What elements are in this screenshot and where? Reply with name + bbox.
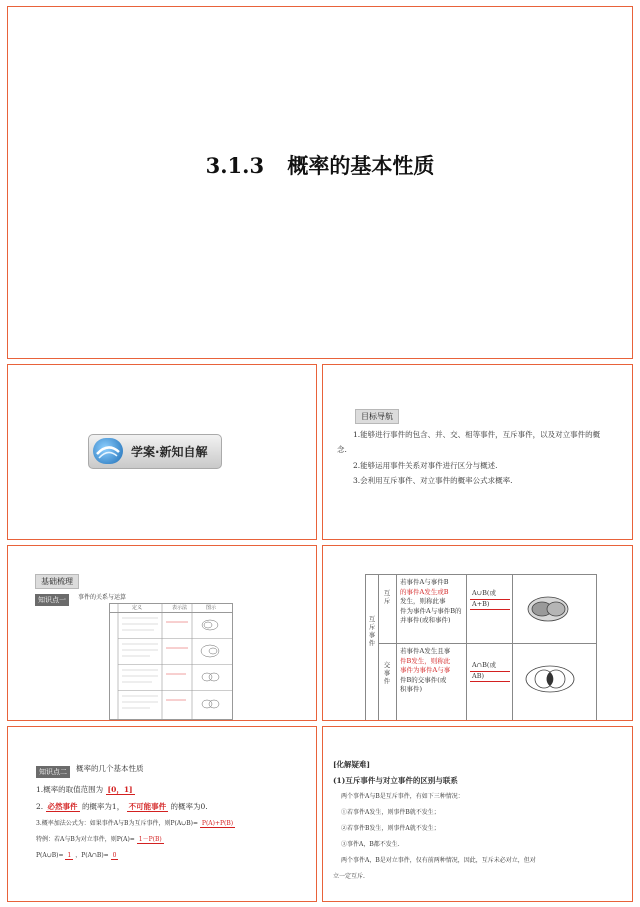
goal-line-3: 3.会利用互斥事件、对立事件的概率公式求概率. (353, 476, 513, 485)
header-definition: 定义 (132, 605, 143, 611)
table-divider (378, 575, 379, 721)
property-text: 的概率为1， (81, 802, 125, 811)
slide-title[interactable] (7, 6, 633, 359)
row-label-union: 互斥 (383, 589, 391, 605)
property-text: ，P(A∩B)= (75, 852, 109, 859)
clarification-heading: [化解疑难] (333, 760, 371, 769)
notation-line: A∪B(或 (470, 589, 510, 600)
slide-clarification[interactable] (322, 726, 633, 902)
row-label-intersection: 交事件 (383, 661, 391, 685)
answer-certain-event: 必然事件 (47, 802, 78, 811)
notation-intersection (470, 661, 510, 682)
definition-line: 件为事件A与事件B的 (400, 606, 462, 615)
answer-impossible-event: 不可能事件 (128, 802, 167, 811)
venn-union-diagram (520, 591, 580, 627)
definition-line: 积事件) (400, 685, 423, 693)
answer-intersection-probability: 0 (112, 852, 117, 859)
definition-line: 的事件A发生或B (400, 587, 449, 596)
answer-union-probability: 1 (67, 852, 72, 859)
property-text: 1.概率的取值范围为 (36, 785, 104, 794)
knowledge-title-2: 概率的几个基本性质 (76, 764, 144, 773)
venn-intersection-diagram (520, 661, 580, 697)
definition-line: 件B的交事件(或 (400, 675, 447, 684)
page-title: 概率的基本性质 (287, 153, 435, 178)
definition-line: 并事件(或和事件) (400, 616, 451, 624)
clarification-line: ②若事件B发生，则事件A就不发生； (341, 825, 440, 832)
slide-title-text (8, 150, 632, 180)
clarification-line: ①若事件A发生，则事件B就不发生； (341, 809, 440, 816)
row-group-label: 互斥事件 (368, 615, 376, 647)
goal-line-1b: 念. (337, 445, 347, 454)
clarification-line: 立一定互斥. (333, 873, 365, 880)
property-text: 3.概率加法公式为：如果事件A与B为互斥事件，则P(A∪B)= (36, 820, 198, 827)
answer-range: [0，1] (107, 785, 133, 794)
basics-tag: 基础梳理 (35, 574, 79, 589)
slide-basics[interactable] (7, 545, 317, 721)
clarification-line: 两个事件A与B是互斥事件，有如下三种情况： (341, 793, 464, 800)
definition-line: 事件为事件A与事 (400, 666, 451, 674)
slide-badge[interactable] (7, 364, 317, 540)
table-divider (466, 575, 467, 721)
definition-line: 发生，则称此事 (400, 597, 446, 605)
property-text: 的概率为0. (170, 802, 208, 811)
relation-table (365, 574, 597, 721)
slide-relation-table[interactable] (322, 545, 633, 721)
section-number: 3.1.3 (205, 153, 265, 178)
badge-label: 学案·新知自解 (131, 445, 208, 459)
header-notation: 表示法 (172, 605, 188, 611)
property-text: P(A∪B)= (36, 852, 64, 859)
property-line-4 (36, 834, 164, 845)
goal-line-1: 1.能够进行事件的包含、并、交、相等事件，互斥事件，以及对立事件的概 (353, 430, 601, 439)
globe-icon (93, 438, 123, 464)
property-line-2: 2. 必然事件 的概率为1， 不可能事件 的概率为0. (36, 802, 208, 811)
property-line-5 (36, 850, 118, 861)
table-divider (512, 575, 513, 721)
definition-union (400, 578, 464, 626)
clarification-line: 两个事件A，B是对立事件，仅有前两种情况，因此，互斥未必对立，但对 (341, 857, 536, 864)
property-line-3 (36, 818, 235, 829)
definition-line: 若事件A发生且事 (400, 647, 451, 655)
study-badge[interactable] (88, 434, 222, 469)
goal-line-2: 2.能够运用事件关系对事件进行区分与概述. (353, 461, 498, 470)
definition-line: 若事件A与事件B (400, 578, 449, 586)
goals-tag: 目标导航 (355, 409, 399, 424)
answer-addition-formula: P(A)+P(B) (201, 820, 234, 827)
slide-properties[interactable] (7, 726, 317, 902)
answer-complement-formula: 1－P(B) (138, 836, 162, 843)
notation-line: A∩B(或 (470, 661, 510, 672)
notation-union (470, 589, 510, 610)
notation-line: A+B) (470, 600, 510, 611)
definition-line: 件B发生，则称此 (400, 656, 451, 665)
table-divider (396, 575, 397, 721)
property-line-1 (36, 784, 135, 795)
definition-intersection (400, 647, 464, 695)
knowledge-title: 事件的关系与运算 (78, 594, 127, 601)
slide-goals[interactable] (322, 364, 633, 540)
header-diagram: 图示 (206, 605, 217, 611)
table-thumbnail-art (110, 604, 232, 719)
relation-table-thumbnail (109, 603, 233, 720)
clarification-line: ③事件A，B都不发生. (341, 841, 400, 848)
table-divider (378, 643, 596, 644)
notation-line: AB) (470, 672, 510, 683)
knowledge-tag: 知识点一 (35, 594, 69, 606)
knowledge-tag-2: 知识点二 (36, 766, 70, 778)
clarification-subheading: (1)互斥事件与对立事件的区别与联系 (333, 776, 458, 785)
property-text: 特例：若A与B为对立事件，则P(A)= (36, 836, 135, 843)
